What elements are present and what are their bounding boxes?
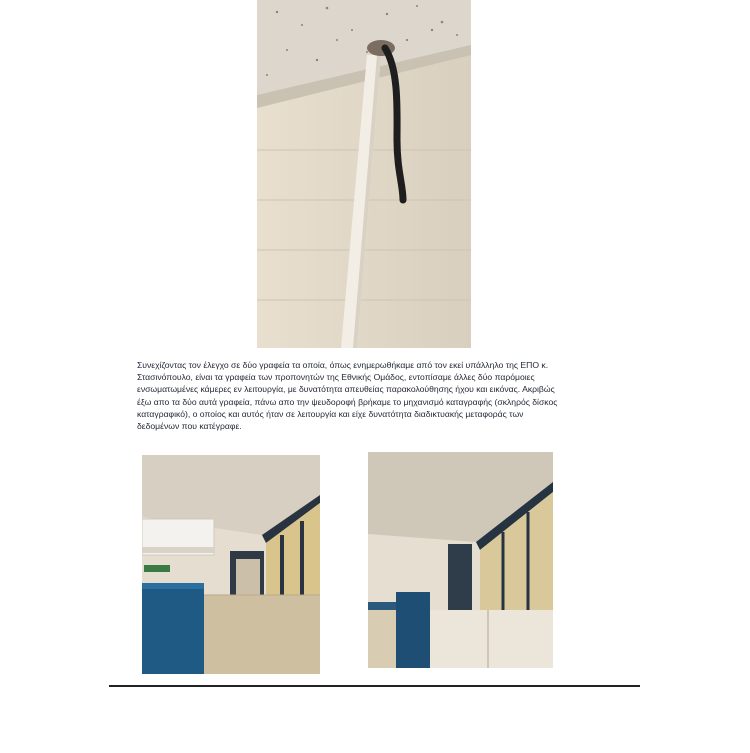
photo-ceiling-cable bbox=[257, 0, 471, 348]
paragraph-line: έξω απο τα δύο αυτά γραφεία, πάνω απο την ψευδοροφή βρήκαμε το μηχανισμό καταγραφής (σκληρός δίσκος bbox=[137, 396, 558, 407]
page-bottom-rule bbox=[109, 685, 640, 687]
paragraph-line: καταγραφικό), ο οποίος και αυτός ήταν σε λειτουργία και είχε δυνατότητα διαδικτυακής μεταφοράς των bbox=[137, 408, 524, 419]
photo-office-left bbox=[142, 455, 320, 674]
paragraph-line: Στασινόπουλο, είναι τα γραφεία των προπονητών της Εθνικής Ομάδος, εντοπίσαμε άλλες δύο παρόμοιες bbox=[137, 372, 535, 383]
paragraph-line: Συνεχίζοντας τον έλεγχο σε δύο γραφεία τα οποία, όπως ενημερωθήκαμε από τον εκεί υπάλληλο της ΕΠΟ κ. bbox=[137, 360, 549, 370]
paragraph-line: δεδομένων που κατέγραφε. bbox=[137, 421, 242, 432]
body-paragraph bbox=[137, 359, 625, 432]
paragraph-line: ενσωματωμένες κάμερες εν λειτουργία, με δυνατότητα απευθείας παρακολούθησης ήχου και εικόνας. Ακριβώς bbox=[137, 384, 555, 395]
photo-office-right bbox=[368, 452, 553, 668]
